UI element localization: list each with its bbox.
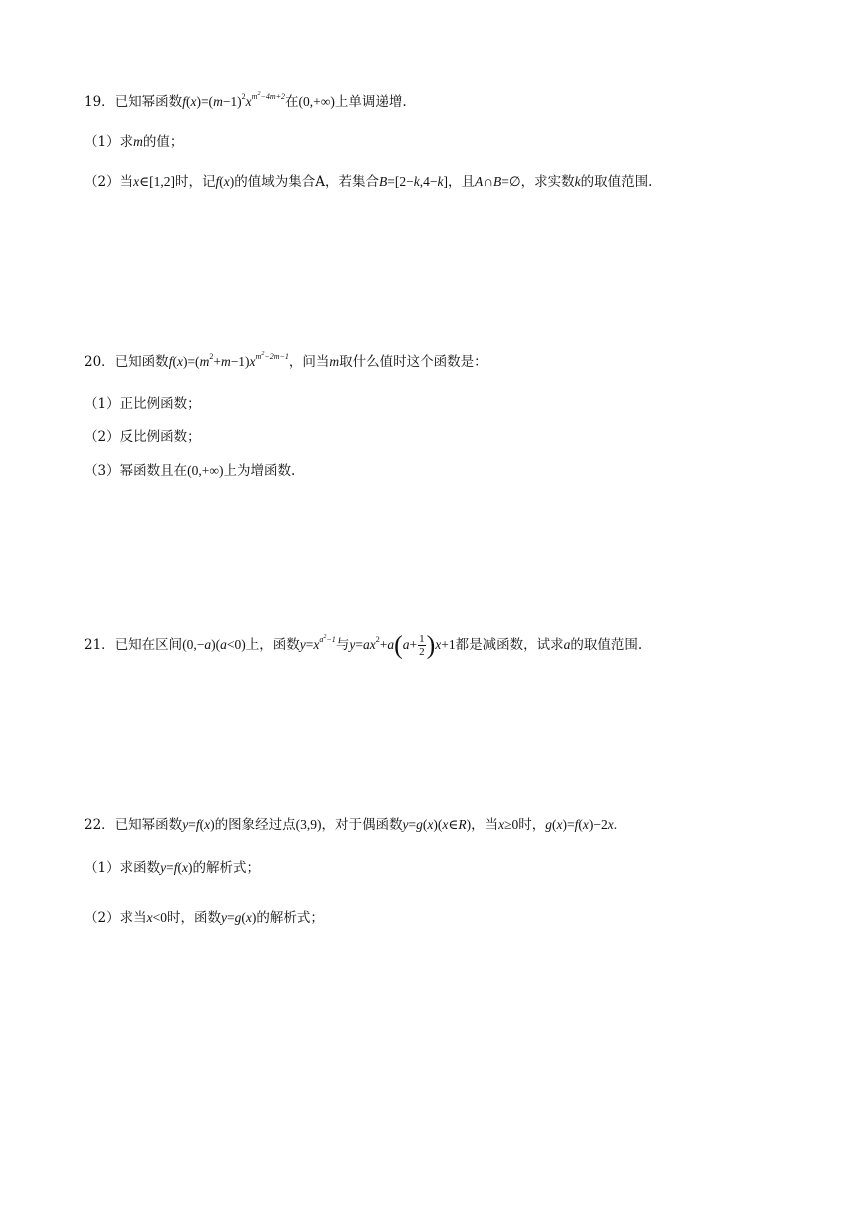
problem-number: 20． bbox=[84, 354, 115, 370]
problem-20-part-2: （2）反比例函数； bbox=[84, 429, 201, 445]
problem-19-part-2: （2）当x∈[1,2]时，记f(x)的值域为集合A，若集合B=[2−k,4−k]，且A∩B=∅，求实数k的取值范围. bbox=[84, 174, 653, 190]
problem-number: 19． bbox=[84, 94, 115, 110]
problem-22-part-2: （2）求当x<0时，函数y=g(x)的解析式； bbox=[84, 910, 324, 926]
problem-20-part-3: （3）幂函数且在(0,+∞)上为增函数. bbox=[84, 463, 296, 479]
problem-22-part-1: （1）求函数y=f(x)的解析式； bbox=[84, 860, 260, 876]
problem-19-stem: 19．已知幂函数$f(x)=(m-1)^2x^{m^2-4m+2}$在(0,+∞)上单调递增. bbox=[84, 91, 407, 110]
problem-number: 21． bbox=[84, 637, 115, 653]
problem-19-part-1: （1）求m的值； bbox=[84, 134, 184, 150]
problem-22-stem: 22．已知幂函数y=f(x)的图象经过点(3,9)，对于偶函数y=g(x)(x∈R)，当x≥0时，g(x)=f(x)−2x. bbox=[84, 817, 618, 833]
fraction-one-half: $\frac{1}{2}$ bbox=[419, 633, 425, 658]
problem-20-part-1: （1）正比例函数； bbox=[84, 396, 201, 412]
problem-21-stem: 21．已知在区间(0,−a)(a<0)上，函数$y=x^{a^2-1}$与$y=ax^2+a(a+$ $\frac{1}{2}$ )x+1都是减函数，试求a的取值范围. bbox=[84, 630, 643, 660]
math-expression: f bbox=[182, 94, 186, 109]
problem-20-stem: 20．已知函数$f(x)=(m^2+m-1)x^{m^2-2m-1}$，问当m取什么值时这个函数是： bbox=[84, 351, 488, 370]
problem-number: 22． bbox=[84, 817, 115, 833]
